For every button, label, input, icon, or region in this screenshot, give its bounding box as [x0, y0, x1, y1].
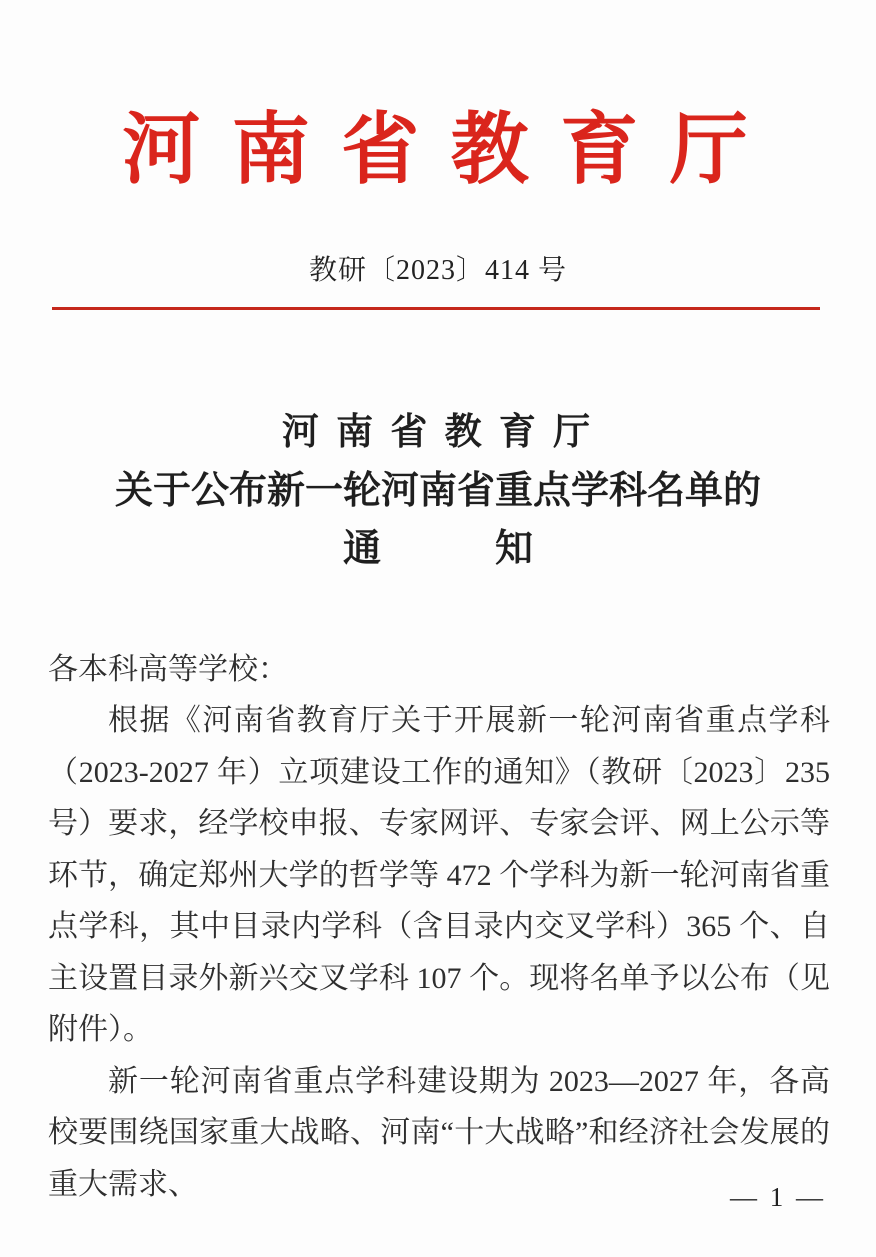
- document-number: 教研〔2023〕414 号: [308, 255, 567, 287]
- notice-title-type-line: 通 知: [342, 527, 533, 570]
- body-paragraph-2: 新一轮河南省重点学科建设期为 2023—2027 年，各高校要围绕国家重大战略、河南“十大战略”和经济社会发展的重大需求、: [48, 1064, 830, 1201]
- page-number: — 1 —: [730, 1182, 826, 1212]
- body-paragraph-1: 根据《河南省教育厅关于开展新一轮河南省重点学科（2023-2027 年）立项建设工作的通知》（教研〔2023〕235 号）要求，经学校申报、专家网评、专家会评、网上公示等环节，确定郑州大学的哲学等 472 个学科为新一轮河南省重点学科，其中目录内学科（含目录内交叉学科）365 个、自主设置目录外新兴交叉学科 107 个。现将名单予以公布（见附件）。: [48, 704, 830, 1047]
- letterhead: [0, 0, 876, 310]
- notice-title-subject-line: 关于公布新一轮河南省重点学科名单的: [114, 469, 761, 512]
- salutation: 各本科高等学校：: [48, 652, 288, 686]
- notice-body: [48, 644, 830, 1211]
- notice-title: [0, 404, 876, 578]
- notice-title-agency-line: 河 南 省 教 育 厅: [281, 411, 595, 453]
- letterhead-agency-title: 河 南 省 教 育 厅: [122, 106, 754, 193]
- letterhead-divider-rule: [52, 307, 820, 310]
